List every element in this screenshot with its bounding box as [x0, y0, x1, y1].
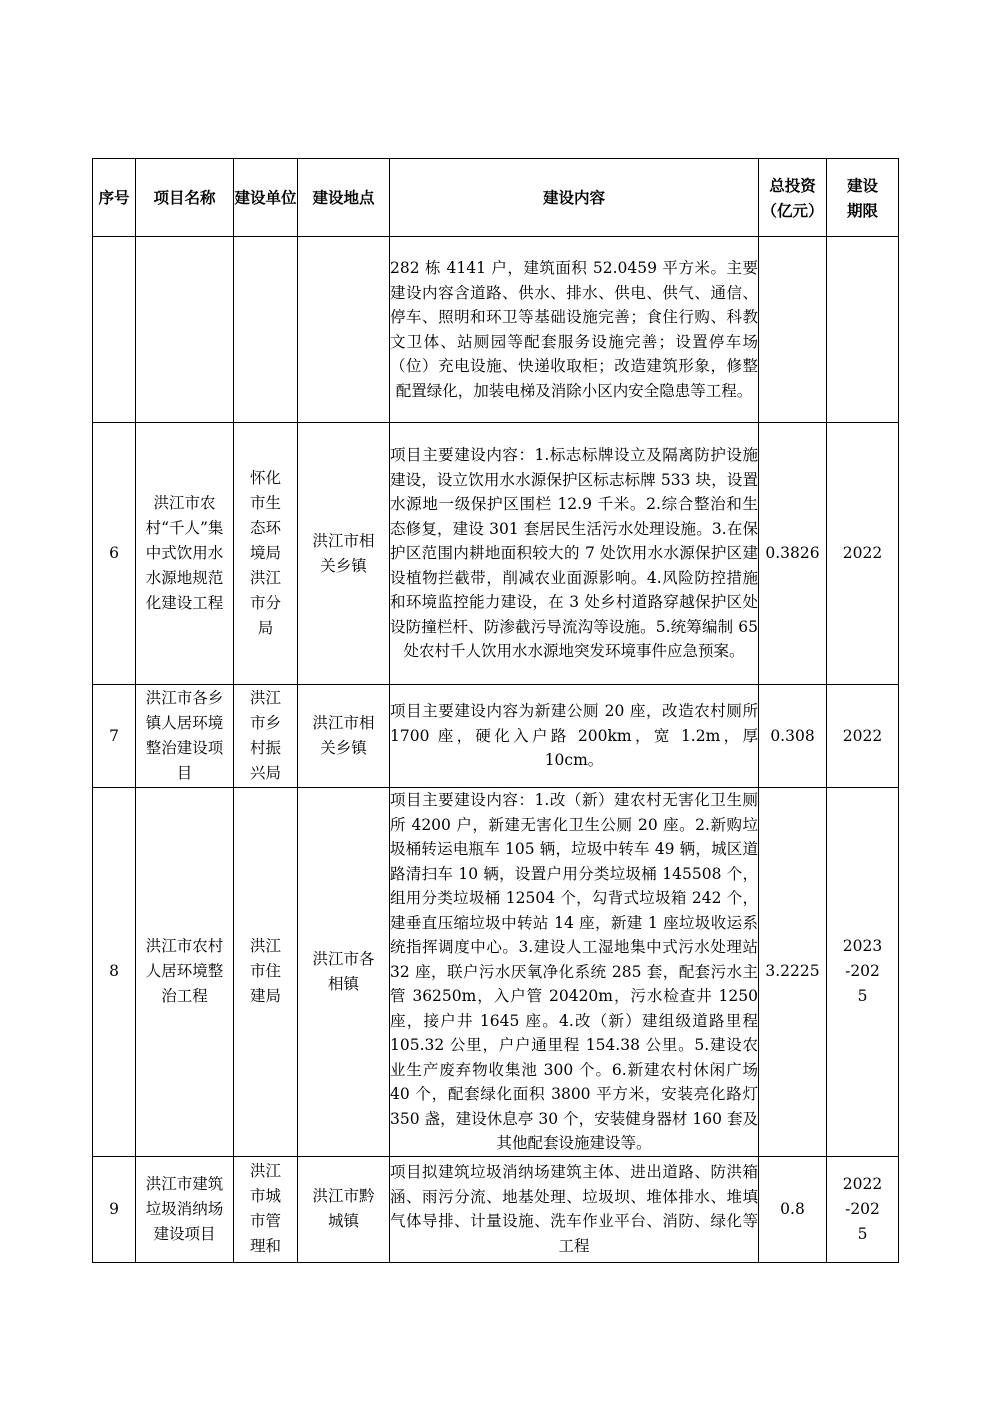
cell-period: 2022 — [827, 685, 899, 788]
cell-period: 2022 — [827, 423, 899, 685]
table-row — [93, 237, 899, 423]
header-location: 建设地点 — [298, 159, 390, 237]
cell-content: 项目主要建设内容为新建公厕 20 座，改造农村厕所 1700 座，硬化入户路 200km，宽 1.2m，厚 10cm。 — [390, 685, 759, 788]
cell-seq: 7 — [93, 685, 136, 788]
cell-content: 项目主要建设内容：1.标志标牌设立及隔离防护设施建设，设立饮用水水源保护区标志标牌 533 块，设置水源地一级保护区围栏 12.9 千米。2.综合整治和生态修复，建设 301 套居民生活污水处理设施。3.在保护区范围内耕地面积较大的 7 处饮用水水源保护区建设植物拦截带，削减农业面源影响。4.风险防控措施和环境监控能力建设，在 3 处乡村道路穿越保护区处设防撞栏杆、防渗截污导流沟等设施。5.统筹编制 65 处农村千人饮用水水源地突发环境事件应急预案。 — [390, 423, 759, 685]
project-table — [92, 158, 899, 1263]
cell-unit: 洪江市乡村振兴局 — [234, 685, 298, 788]
table-row — [93, 423, 899, 685]
cell-period: 2023-2025 — [827, 788, 899, 1157]
cell-name: 洪江市建筑垃圾消纳场建设项目 — [136, 1156, 234, 1262]
cell-seq — [93, 237, 136, 423]
cell-name: 洪江市农村人居环境整治工程 — [136, 788, 234, 1157]
cell-location: 洪江市相关乡镇 — [298, 423, 390, 685]
table-row — [93, 1156, 899, 1262]
cell-investment: 0.3826 — [759, 423, 827, 685]
cell-investment: 3.2225 — [759, 788, 827, 1157]
header-name: 项目名称 — [136, 159, 234, 237]
table-row — [93, 685, 899, 788]
header-row — [93, 159, 899, 237]
cell-seq: 9 — [93, 1156, 136, 1262]
cell-name: 洪江市农村“千人”集中式饮用水水源地规范化建设工程 — [136, 423, 234, 685]
cell-content: 项目主要建设内容：1.改（新）建农村无害化卫生厕所 4200 户，新建无害化卫生公厕 20 座。2.新购垃圾桶转运电瓶车 105 辆，垃圾中转车 49 辆，城区道路清扫车 10 辆，设置户用分类垃圾桶 145508 个，组用分类垃圾桶 12504 个，勾背式垃圾箱 242 个，建垂直压缩垃圾中转站 14 座，新建 1 座垃圾收运系统指挥调度中心。3.建设人工湿地集中式污水处理站 32 座，联户污水厌氧净化系统 285 套，配套污水主管 36250m，入户管 20420m，污水检查井 1250 座，接户井 1645 座。4.改（新）建组级道路里程 105.32 公里，户户通里程 154.38 公里。5.建设农业生产废弃物收集池 300 个。6.新建农村休闲广场 40 个，配套绿化面积 3800 平方米，安装亮化路灯 350 盏，建设休息亭 30 个，安装健身器材 160 套及其他配套设施建设等。 — [390, 788, 759, 1157]
cell-name: 洪江市各乡镇人居环境整治建设项目 — [136, 685, 234, 788]
cell-name — [136, 237, 234, 423]
header-content: 建设内容 — [390, 159, 759, 237]
cell-unit: 洪江市城市管理和 — [234, 1156, 298, 1262]
cell-location: 洪江市黔城镇 — [298, 1156, 390, 1262]
cell-period — [827, 237, 899, 423]
header-unit: 建设单位 — [234, 159, 298, 237]
header-seq: 序号 — [93, 159, 136, 237]
cell-investment: 0.308 — [759, 685, 827, 788]
cell-period: 2022-2025 — [827, 1156, 899, 1262]
cell-location: 洪江市各相镇 — [298, 788, 390, 1157]
header-period: 建设期限 — [827, 159, 899, 237]
cell-unit: 怀化市生态环境局洪江市分局 — [234, 423, 298, 685]
cell-investment: 0.8 — [759, 1156, 827, 1262]
cell-location — [298, 237, 390, 423]
table-row — [93, 788, 899, 1157]
cell-location: 洪江市相关乡镇 — [298, 685, 390, 788]
cell-unit — [234, 237, 298, 423]
cell-investment — [759, 237, 827, 423]
cell-content: 282 栋 4141 户，建筑面积 52.0459 平方米。主要建设内容含道路、供水、排水、供电、供气、通信、停车、照明和环卫等基础设施完善；食住行购、科教文卫体、站厕园等配套服务设施完善；设置停车场（位）充电设施、快递收取柜；改造建筑形象，修整配置绿化，加装电梯及消除小区内安全隐患等工程。 — [390, 237, 759, 423]
cell-content: 项目拟建筑垃圾消纳场建筑主体、进出道路、防洪箱涵、雨污分流、地基处理、垃圾坝、堆体排水、堆填气体导排、计量设施、洗车作业平台、消防、绿化等工程 — [390, 1156, 759, 1262]
cell-seq: 6 — [93, 423, 136, 685]
cell-seq: 8 — [93, 788, 136, 1157]
cell-unit: 洪江市住建局 — [234, 788, 298, 1157]
header-investment: 总投资（亿元） — [759, 159, 827, 237]
